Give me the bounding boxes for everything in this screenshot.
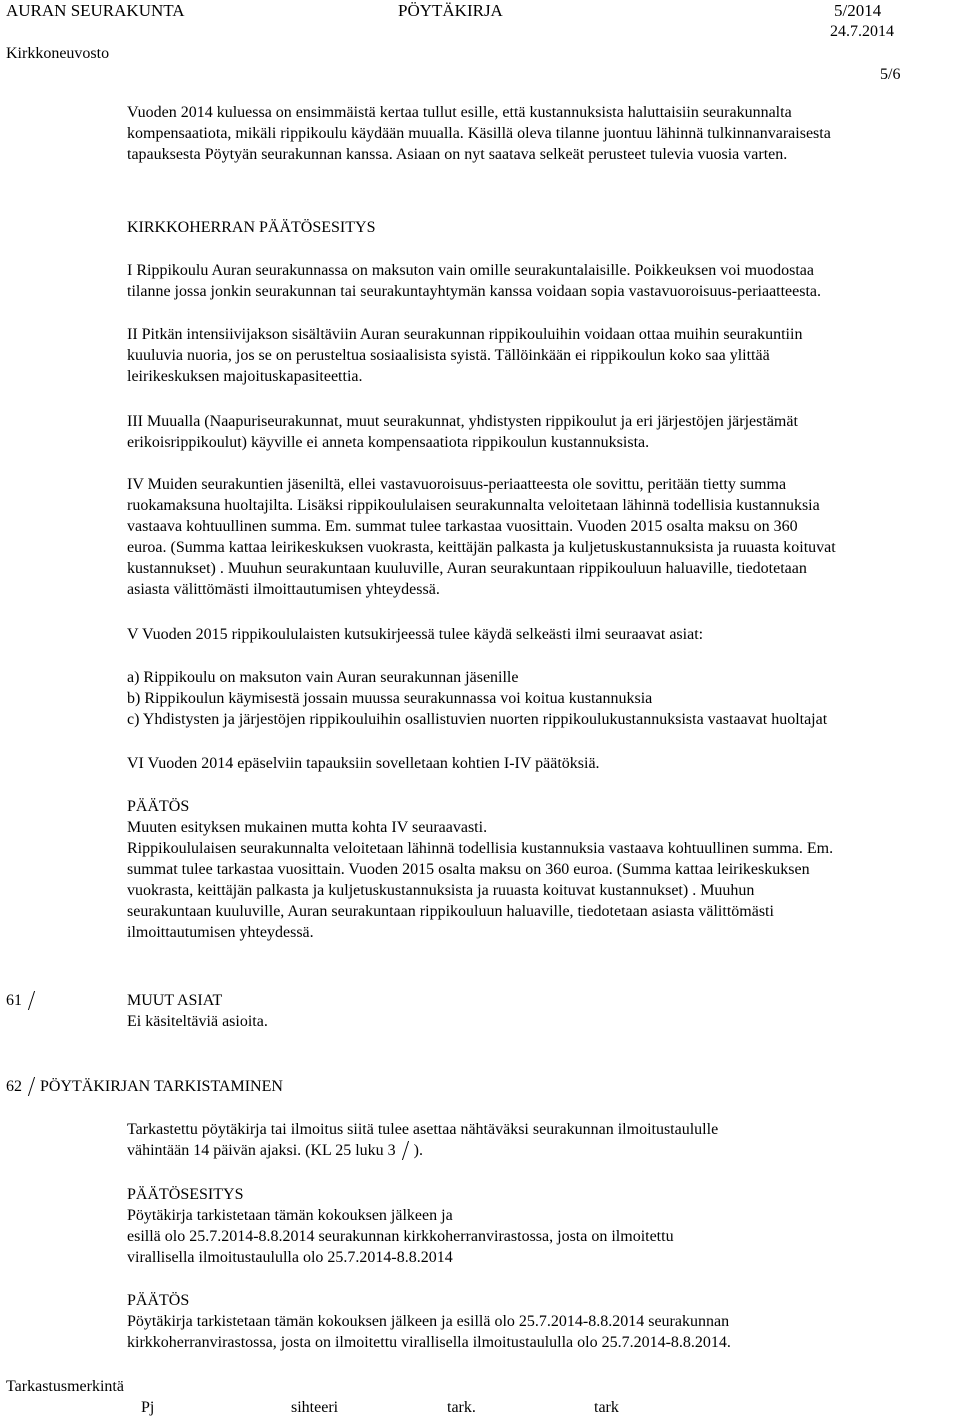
text-line: IV Muiden seurakuntien jäseniltä, ellei vastavuoroisuus-periaatteesta ole sovittu, peritään tietty summa (127, 476, 787, 493)
section-62-title: PÖYTÄKIRJAN TARKISTAMINEN (40, 1078, 283, 1095)
section-sign-icon (26, 991, 36, 1010)
text-line: vastaava kohtuullinen summa. Em. summat tulee tarkastaa vuosittain. Vuoden 2015 osalta maksu on 360 (127, 518, 798, 535)
item-iv (127, 474, 927, 600)
text-line: virallisella ilmoitustaululla olo 25.7.2014-8.8.2014 (127, 1249, 453, 1266)
section-sign-icon (400, 1141, 410, 1160)
section-61-title: MUUT ASIAT (127, 992, 223, 1009)
text-line: tilanne jossa jonkin seurakunnan tai seurakuntayhtymän kanssa voidaan sopia vastavuoroisuus-periaatteesta. (127, 283, 822, 300)
section-number: 61 (6, 992, 22, 1009)
text-line: III Muualla (Naapuriseurakunnat, muut seurakunnat, yhdistysten rippikoulut ja eri järjestöjen järjestämät (127, 413, 798, 430)
section-62-heading (6, 1076, 283, 1097)
text-line: tapauksesta Pöytyän seurakunnan kanssa. Asiaan on nyt saatava selkeät perusteet tulevia vuosia varten. (127, 146, 788, 163)
decision-block (127, 796, 927, 943)
text-line: Pöytäkirja tarkistetaan tämän kokouksen jälkeen ja esillä olo 25.7.2014-8.8.2014 seurakunnan (127, 1313, 730, 1330)
header-date: 24.7.2014 (830, 23, 894, 40)
item-v-list (127, 667, 927, 730)
section-62-proposal (127, 1184, 927, 1268)
text-line: vuokrasta, keittäjän palkasta ja kuljetuskustannuksista ja ruuasta koituvat kustannukset) . Muuhun (127, 882, 755, 899)
page-number: 5/6 (880, 66, 901, 83)
header-doc-type: PÖYTÄKIRJA (398, 1, 503, 20)
footer-label: Tarkastusmerkintä (6, 1378, 124, 1395)
text-line: euroa. (Summa kattaa leirikeskuksen vuokrasta, keittäjän palkasta ja kuljetuskustannuksista ja ruuasta koituvat (127, 539, 836, 556)
text-line: ilmoittautumisen yhteydessä. (127, 924, 314, 941)
header-org: AURAN SEURAKUNTA (6, 1, 185, 20)
text-line: vähintään 14 päivän ajaksi. (KL 25 luku 3 ). (127, 1142, 423, 1159)
signature-chair: Pj (141, 1399, 155, 1416)
text-line: asiasta välittömästi ilmoittautumisen yhteydessä. (127, 581, 440, 598)
signature-checker-2: tark (594, 1399, 619, 1416)
text-line: seurakuntaan kuuluville, Auran seurakuntaan rippikouluun haluaville, tiedotetaan asiasta välittömästi (127, 903, 774, 920)
proposal-heading: KIRKKOHERRAN PÄÄTÖSESITYS (127, 219, 376, 236)
text-line: Tarkastettu pöytäkirja tai ilmoitus siitä tulee asettaa nähtäväksi seurakunnan ilmoitustaululle (127, 1121, 719, 1138)
text-line: erikoisrippikoulut) käyville ei anneta kompensaatiota rippikoulun kustannuksista. (127, 434, 650, 451)
text-line: esillä olo 25.7.2014-8.8.2014 seurakunnan kirkkoherranvirastossa, josta on ilmoitettu (127, 1228, 674, 1245)
decision-heading: PÄÄTÖS (127, 1292, 190, 1309)
text-line: II Pitkän intensiivijakson sisältäviin Auran seurakunnan rippikouluihin voidaan ottaa muihin seurakuntiin (127, 326, 803, 343)
text-line: kompensaatiota, mikäli rippikoulu käydään muualla. Käsillä oleva tilanne juontuu lähinnä tulkinnanvaraisesta (127, 125, 831, 142)
section-62-decision (127, 1290, 927, 1353)
text-line: Pöytäkirja tarkistetaan tämän kokouksen jälkeen ja (127, 1207, 453, 1224)
item-ii (127, 324, 927, 387)
text-line: Rippikoululaisen seurakunnalta veloitetaan lähinnä todellisia kustannuksia vastaava kohtuullinen summa. Em. (127, 840, 834, 857)
text-line: Vuoden 2014 kuluessa on ensimmäistä kertaa tullut esille, että kustannuksista haluttaisiin seurakunnalta (127, 104, 792, 121)
text-line: kirkkoherranvirastossa, josta on ilmoitettu virallisella ilmoitustaululla olo 25.7.2014-8.8.2014. (127, 1334, 731, 1351)
section-number: 62 (6, 1078, 22, 1095)
item-v: V Vuoden 2015 rippikoululaisten kutsukirjeessä tulee käydä selkeästi ilmi seuraavat asiat: (127, 626, 704, 643)
text-line: summat tulee tarkastaa vuosittain. Vuoden 2015 osalta maksu on 360 euroa. (Summa kattaa leirikeskuksen (127, 861, 810, 878)
list-item: c) Yhdistysten ja järjestöjen rippikouluihin osallistuvien nuorten rippikoulukustannuksista vastaavat huoltajat (127, 711, 828, 728)
list-item: b) Rippikoulun käymisestä jossain muussa seurakunnassa voi koitua kustannuksia (127, 690, 653, 707)
decision-heading: PÄÄTÖS (127, 798, 190, 815)
text-line: leirikeskuksen majoituskapasiteettia. (127, 368, 363, 385)
item-iii (127, 411, 927, 453)
section-61-number (6, 990, 40, 1011)
header-number: 5/2014 (834, 1, 882, 20)
section-61-text: Ei käsiteltäviä asioita. (127, 1013, 268, 1030)
section-sign-icon (26, 1077, 36, 1096)
proposal-heading: PÄÄTÖSESITYS (127, 1186, 244, 1203)
intro-paragraph (127, 102, 927, 165)
item-i (127, 260, 927, 302)
item-vi: VI Vuoden 2014 epäselviin tapauksiin sovelletaan kohtien I-IV päätöksiä. (127, 755, 600, 772)
list-item: a) Rippikoulu on maksuton vain Auran seurakunnan jäsenille (127, 669, 519, 686)
signature-secretary: sihteeri (291, 1399, 339, 1416)
header-body: Kirkkoneuvosto (6, 45, 110, 62)
text-line: kustannukset) . Muuhun seurakuntaan kuuluville, Auran seurakuntaan rippikouluun haluaville, tiedotetaan (127, 560, 807, 577)
text-line: I Rippikoulu Auran seurakunnassa on maksuton vain omille seurakuntalaisille. Poikkeuksen voi muodostaa (127, 262, 814, 279)
section-61 (127, 990, 927, 1032)
section-62-intro (127, 1119, 927, 1161)
text-line: Muuten esityksen mukainen mutta kohta IV seuraavasti. (127, 819, 488, 836)
signature-checker-1: tark. (447, 1399, 476, 1416)
text-line: ruokamaksuna huoltajilta. Lisäksi rippikoululaisen seurakunnalta veloitetaan lähinnä todellisia kustannuksia (127, 497, 820, 514)
text-line: kuuluvia nuoria, jos se on perusteltua sosiaalisista syistä. Tällöinkään ei rippikoulun koko saa ylittää (127, 347, 770, 364)
